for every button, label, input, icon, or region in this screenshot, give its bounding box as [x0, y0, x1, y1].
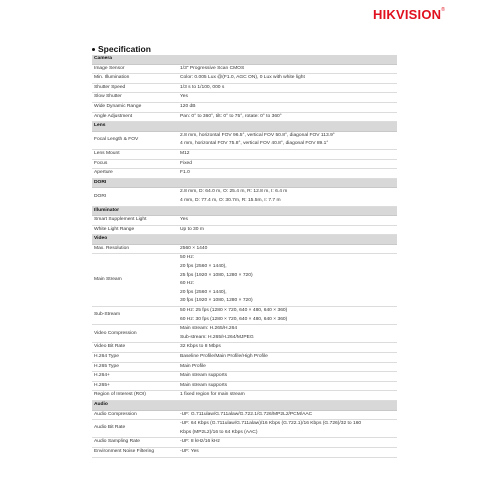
table-row [92, 93, 397, 103]
spec-value [178, 102, 397, 112]
table-row [92, 188, 397, 206]
spec-label: Sub-Stream [92, 307, 178, 325]
spec-value-line: 60 Hz: 30 fps (1280 × 720, 640 × 480, 640 × 360) [180, 316, 288, 322]
spec-label: H.264 Type [92, 353, 178, 363]
spec-value-line: 2.8 mm, horizontal FOV 96.5°, vertical FOV 50.8°, diagonal FOV 113.9° [180, 132, 335, 138]
table-row [92, 131, 397, 149]
spec-label: Min. Illumination [92, 74, 178, 84]
spec-value-line: Fixed [180, 160, 192, 166]
section-title: DORI [92, 178, 397, 188]
spec-value-line: Baseline Profile/Main Profile/High Profile [180, 354, 268, 359]
brand-logo [373, 7, 445, 22]
spec-value-line: Yes [180, 217, 188, 223]
page-title-text: Specification [98, 44, 151, 54]
spec-value [178, 325, 397, 343]
spec-value [178, 216, 397, 226]
spec-label: Max. Resolution [92, 244, 178, 254]
table-row [92, 343, 397, 353]
table-row [92, 362, 397, 372]
spec-value [178, 391, 397, 401]
table-row [92, 225, 397, 235]
table-row [92, 83, 397, 93]
spec-label: Main Stream [92, 254, 178, 307]
spec-value-line: F1.0 [180, 170, 190, 176]
section-header [92, 400, 397, 410]
spec-value-line: 32 Kbps to 8 Mbps [180, 344, 221, 350]
spec-label: Lens Mount [92, 149, 178, 159]
spec-label: DORI [92, 188, 178, 206]
spec-value-line: 30 fps (1920 × 1080, 1280 × 720) [180, 298, 253, 304]
section-header [92, 55, 397, 64]
table-row [92, 102, 397, 112]
spec-value-line: Main stream supports [180, 373, 228, 379]
spec-label: H.265+ [92, 381, 178, 391]
table-row [92, 438, 397, 448]
spec-label: H.265 Type [92, 362, 178, 372]
spec-value [178, 169, 397, 179]
spec-value [178, 244, 397, 254]
spec-value-line: 60 Hz: [180, 281, 195, 287]
section-header [92, 206, 397, 216]
table-row [92, 112, 397, 122]
spec-value-line: Main Profile [180, 363, 206, 369]
table-row [92, 159, 397, 169]
spec-value-line: -UF: G.711ulaw/G.711alaw/G.722.1/G.726/MP2L2/PCM/AAC [180, 411, 313, 417]
spec-label: White Light Range [92, 225, 178, 235]
table-row [92, 372, 397, 382]
spec-table [92, 55, 397, 458]
spec-value [178, 131, 397, 149]
spec-label: Shutter Speed [92, 83, 178, 93]
spec-value [178, 74, 397, 84]
spec-value [178, 64, 397, 74]
brand-name: HIKVISION [373, 7, 442, 22]
table-row [92, 74, 397, 84]
section-header [92, 178, 397, 188]
table-row [92, 420, 397, 438]
section-header [92, 122, 397, 132]
section-title: Camera [92, 55, 397, 64]
spec-value-line: Pan: 0° to 360°, tilt: 0° to 75°, rotate: 0° to 360° [180, 113, 282, 119]
spec-value [178, 420, 397, 438]
spec-value-line: Kbps (MP2L2)/16 to 64 Kbps (AAC) [180, 429, 258, 435]
spec-value-line: 2.8 mm, D: 64.0 m, O: 25.4 m, R: 12.8 m, I: 6.4 m [180, 189, 288, 195]
spec-value-line: 4 mm, D: 77.4 m, O: 30.7m, R: 15.5m, I: 7.7 m [180, 197, 281, 203]
section-title: Lens [92, 122, 397, 132]
spec-value [178, 254, 397, 307]
spec-value-line: -UF: Yes [180, 448, 199, 454]
spec-value-line: 20 fps (2560 × 1440), [180, 289, 227, 295]
spec-value [178, 381, 397, 391]
table-row [92, 410, 397, 420]
spec-value-line: 1 fixed region for main stream [180, 392, 245, 398]
spec-value [178, 353, 397, 363]
spec-value [178, 225, 397, 235]
spec-value [178, 83, 397, 93]
spec-value-line: 2560 × 1440 [180, 245, 208, 251]
spec-value-line: 4 mm, horizontal FOV 75.8°, vertical FOV 40.8°, diagonal FOV 89.1° [180, 141, 329, 147]
spec-value-line: Sub-stream: H.265/H.264/MJPEG [180, 334, 254, 340]
spec-label: Video Bit Rate [92, 343, 178, 353]
table-row [92, 307, 397, 325]
spec-value [178, 93, 397, 103]
brand-registered-mark: ® [441, 7, 446, 13]
table-row [92, 391, 397, 401]
spec-value-line: 1/3 s to 1/100, 000 s [180, 84, 225, 90]
table-row [92, 216, 397, 226]
table-row [92, 64, 397, 74]
spec-value [178, 188, 397, 206]
spec-value-line: Color: 0.005 Lux @(F1.0, AGC ON), 0 Lux with white light [180, 75, 305, 81]
table-row [92, 169, 397, 179]
spec-value-line: Main stream: H.265/H.264 [180, 326, 238, 332]
table-row [92, 447, 397, 457]
spec-value [178, 343, 397, 353]
section-title: Illuminator [92, 206, 397, 216]
spec-value-line: 20 fps (2560 × 1440), [180, 264, 227, 270]
spec-value-line: -UF: 64 Kbps (G.711ulaw/G.711alaw)/16 Kbps (G.722.1)/16 Kbps (G.726)/32 to 160 [180, 421, 362, 427]
table-row [92, 149, 397, 159]
spec-value [178, 159, 397, 169]
spec-value [178, 372, 397, 382]
spec-value-line: 25 fps (1920 × 1080, 1280 × 720) [180, 272, 253, 278]
spec-value-line: Main stream supports [180, 382, 228, 388]
spec-label: H.264+ [92, 372, 178, 382]
spec-label: Smart Supplement Light [92, 216, 178, 226]
spec-label: Audio Compression [92, 410, 178, 420]
section-title: Video [92, 235, 397, 245]
table-row [92, 381, 397, 391]
spec-label: Focus [92, 159, 178, 169]
section-title: Audio [92, 400, 397, 410]
spec-value-line: Up to 30 m [180, 226, 204, 232]
spec-label: Video Compression [92, 325, 178, 343]
spec-value-line: 120 dB [180, 103, 196, 109]
spec-value [178, 410, 397, 420]
spec-label: Audio Sampling Rate [92, 438, 178, 448]
spec-label: Region of Interest (ROI) [92, 391, 178, 401]
spec-value-line: 50 Hz: 25 fps (1280 × 720, 640 × 480, 640 × 360) [180, 308, 288, 314]
table-row [92, 353, 397, 363]
table-row [92, 254, 397, 307]
spec-value [178, 447, 397, 457]
page-title [92, 44, 151, 54]
spec-value-line: -UF: 8 kHz/16 kHz [180, 439, 220, 445]
table-row [92, 325, 397, 343]
spec-label: Environment Noise Filtering [92, 447, 178, 457]
spec-label: Focal Length & FOV [92, 131, 178, 149]
spec-value-line: 50 Hz: [180, 255, 195, 261]
spec-label: Audio Bit Rate [92, 420, 178, 438]
spec-label: Angle Adjustment [92, 112, 178, 122]
spec-label: Slow Shutter [92, 93, 178, 103]
table-row [92, 244, 397, 254]
spec-value-line: 1/3" Progressive Scan CMOS [180, 65, 245, 71]
spec-label: Aperture [92, 169, 178, 179]
spec-value-line: Yes [180, 94, 188, 100]
spec-value [178, 362, 397, 372]
bullet-icon [92, 48, 95, 51]
spec-value [178, 438, 397, 448]
spec-value-line: M12 [180, 150, 190, 156]
section-header [92, 235, 397, 245]
spec-label: Image Sensor [92, 64, 178, 74]
spec-value [178, 112, 397, 122]
spec-value [178, 307, 397, 325]
spec-table-body [92, 55, 397, 457]
spec-label: Wide Dynamic Range [92, 102, 178, 112]
spec-value [178, 149, 397, 159]
